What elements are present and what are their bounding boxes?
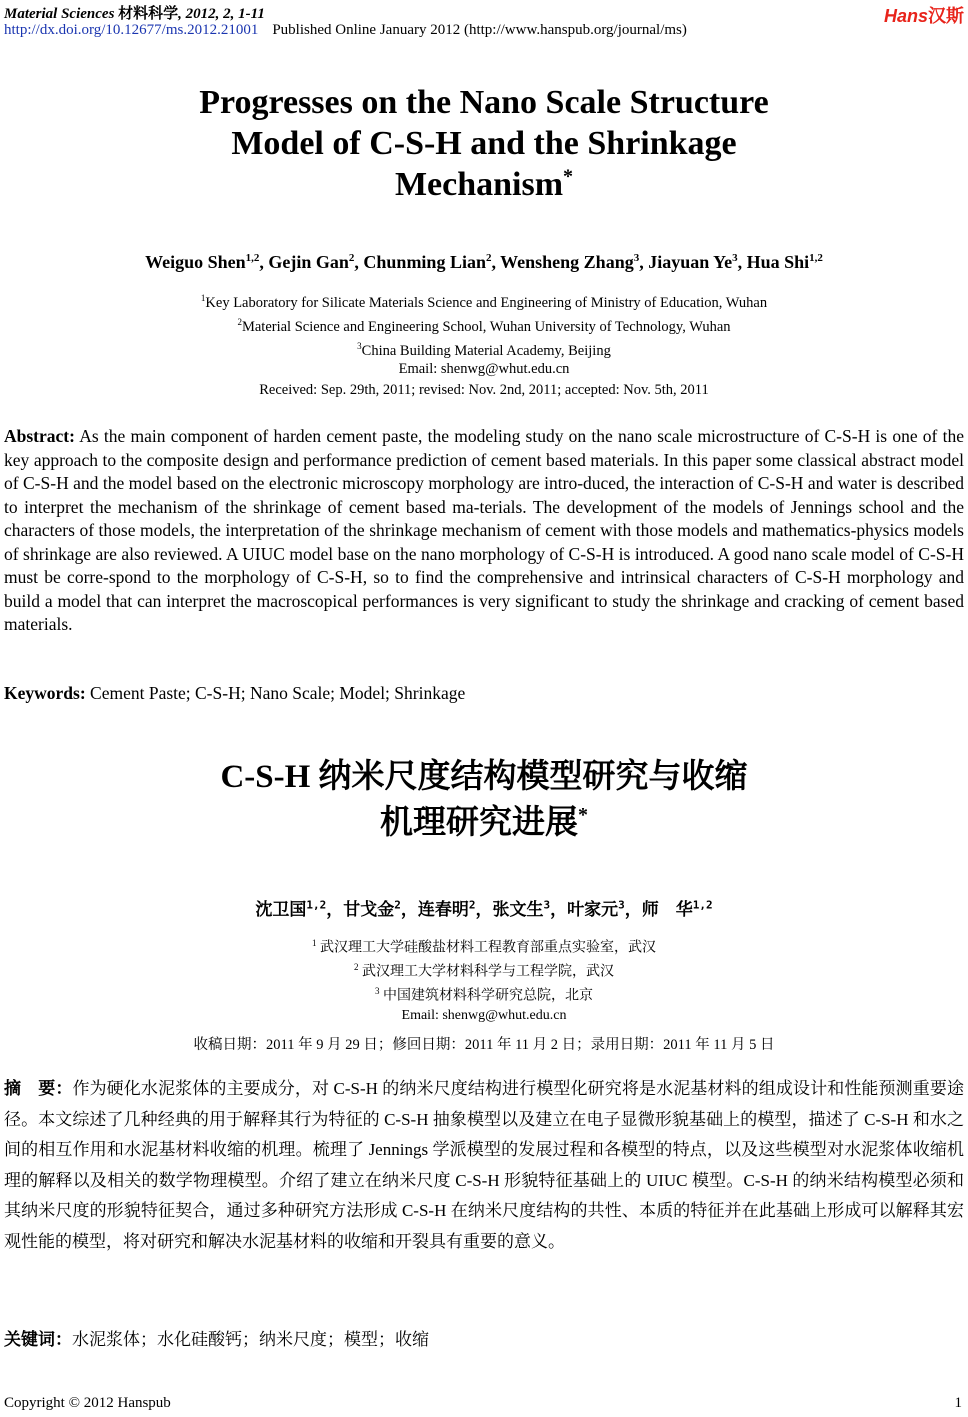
publisher-logo: [884, 2, 964, 28]
author: Hua Shi: [746, 252, 810, 272]
keywords-cn: [4, 1325, 429, 1350]
author: Chunming Lian: [363, 252, 486, 272]
affiliation: $^3$China Building Material Academy, Beijing: [357, 340, 611, 359]
abstract-label-cn: 摘 要：: [4, 1079, 73, 1099]
journal-issue: , 2012, 2, 1-11: [178, 6, 265, 22]
author: 甘戈金: [343, 900, 395, 920]
abstract-cn: [4, 1074, 964, 1258]
keywords-text: Cement Paste; C-S-H; Nano Scale; Model; Shrinkage: [90, 683, 466, 703]
author: 师 华: [641, 900, 693, 920]
affiliation: $^2$ 武汉理工大学材料科学与工程学院，武汉: [354, 962, 614, 980]
authors-cn: 沈卫国$^{1,2}$，甘戈金$^2$，连春明$^2$，张文生$^3$，叶家元$^3$，师 华$^{1,2}$: [255, 898, 713, 920]
journal-name: Material Sciences: [4, 6, 115, 22]
keywords-en: [4, 683, 465, 704]
title-cn-line2: 机理研究进展: [380, 805, 578, 841]
author-affil: 3: [732, 252, 738, 264]
affiliations-cn: [0, 934, 968, 1026]
title-en-line3: Mechanism: [394, 166, 564, 203]
title-cn-footnote-mark: *: [578, 804, 588, 826]
doi-line: [4, 22, 687, 39]
affiliation: $^1$ 武汉理工大学硅酸盐材料工程教育部重点实验室，武汉: [312, 938, 656, 956]
copyright: Copyright © 2012 Hanspub: [4, 1395, 171, 1411]
author: 张文生: [492, 900, 544, 920]
abstract-text-cn: 作为硬化水泥浆体的主要成分，对 C-S-H 的纳米尺度结构进行模型化研究将是水泥基材料的组成设计和性能预测重要途径。本文综述了几种经典的用于解释其行为特征的 C-S-H 抽象模型以及建立在电子显微形貌基础上的模型，描述了 C-S-H 和水之间的相互作用和水泥基材料收缩的机理。梳理了 Jennings 学派模型的发展过程和各模型的特点，以及这些模型对水泥浆体收缩机理的解释以及相关的数学物理模型。介绍了建立在纳米尺度 C-S-H 形貌特征基础上的 UIUC 模型。C-S-H 的纳米结构模型必须和其纳米尺度的形貌特征契合，通过多种研究方法形成 C-S-H 在纳米尺度结构的共性、本质的特征并在此基础上形成可以解释其宏观性能的模型，将对研究和解决水泥基材料的收缩和开裂具有重要的意义。: [4, 1079, 965, 1251]
author: Gejin Gan: [268, 252, 349, 272]
title-en-line1: Progresses on the Nano Scale Structure: [199, 84, 769, 121]
affiliation: $^1$Key Laboratory for Silicate Materials Science and Engineering of Ministry of Education, Wuhan: [200, 293, 768, 311]
author-affil: 2: [348, 252, 355, 264]
title-cn: [0, 754, 968, 846]
affiliations-en: [0, 289, 968, 379]
author: Weiguo Shen: [145, 252, 246, 272]
keywords-label: Keywords:: [4, 683, 86, 703]
author-affil: 1,2: [809, 252, 823, 264]
affiliation: $^2$Material Science and Engineering School, Wuhan University of Technology, Wuhan: [237, 316, 731, 335]
published-online: Published Online January 2012 (http://www.hanspub.org/journal/ms): [272, 22, 687, 38]
journal-name-cn: 材料科学: [118, 6, 179, 22]
author: Wensheng Zhang: [500, 252, 634, 272]
keywords-text-cn: 水泥浆体；水化硅酸钙；纳米尺度；模型；收缩: [72, 1330, 429, 1349]
journal-header: [4, 2, 265, 23]
author-affil: 3: [633, 252, 640, 264]
page-number: 1: [954, 1395, 962, 1411]
title-en-footnote-mark: *: [563, 165, 574, 188]
logo-cn: 汉斯: [928, 6, 964, 26]
doi-link[interactable]: http://dx.doi.org/10.12677/ms.2012.21001: [4, 22, 259, 38]
dates-cn: 收稿日期：2011 年 9 月 29 日；修回日期：2011 年 11 月 2 日；录用日期：2011 年 11 月 5 日: [193, 1037, 775, 1053]
title-en: [0, 82, 968, 205]
title-en-line2: Model of C-S-H and the Shrinkage: [231, 125, 737, 162]
abstract-label: Abstract:: [4, 426, 75, 446]
keywords-label-cn: 关键词：: [4, 1330, 72, 1350]
email: Email: shenwg@whut.edu.cn: [401, 1008, 567, 1024]
author-affil: 1,2: [245, 252, 260, 264]
author-affil: 2: [485, 252, 492, 264]
author: Jiayuan Ye: [648, 252, 733, 272]
email: Email: shenwg@whut.edu.cn: [398, 361, 570, 378]
abstract-en: [4, 425, 964, 637]
author: 连春明: [417, 900, 469, 920]
author: 沈卫国: [255, 900, 307, 920]
affiliation: $^3$ 中国建筑材料科学研究总院，北京: [375, 986, 593, 1004]
author: 叶家元: [567, 900, 619, 920]
abstract-text: As the main component of harden cement paste, the modeling study on the nano scale microstructure of C-S-H is one of the key approach to the composite design and performance prediction of cement based materials. In this paper some classical abstract model of C-S-H and the model based on the electronic microscopy morphology are intro-duced, the interaction of C-S-H and water is described to interpret the mechanism of the shrinkage of cement based ma-terials. The development of the models of Jennings school and the characters of those models, the interpretation of the shrinkage mechanism of cement with those models and mathematics-physics models of shrinkage are also reviewed. A UIUC model base on the nano morphology of C-S-H is introduced. A good nano scale model of C-S-H must be corre-spond to the morphology of C-S-H, so to find the comprehensive and intrinsical characters of C-S-H morphology and build a model that can interpret the macroscopical performances is very significant to study the shrinkage and cracking of cement based materials.: [4, 426, 964, 634]
dates-en: Received: Sep. 29th, 2011; revised: Nov. 2nd, 2011; accepted: Nov. 5th, 2011: [259, 382, 709, 398]
logo-latin: Hans: [883, 6, 928, 26]
authors-en: Weiguo Shen$^{1,2}$, Gejin Gan$^2$, Chunming Lian$^2$, Wensheng Zhang$^3$, Jiayuan Ye$^3$, Hua Shi$^{1,2}$: [145, 252, 823, 272]
title-cn-line1: C-S-H 纳米尺度结构模型研究与收缩: [220, 759, 748, 795]
